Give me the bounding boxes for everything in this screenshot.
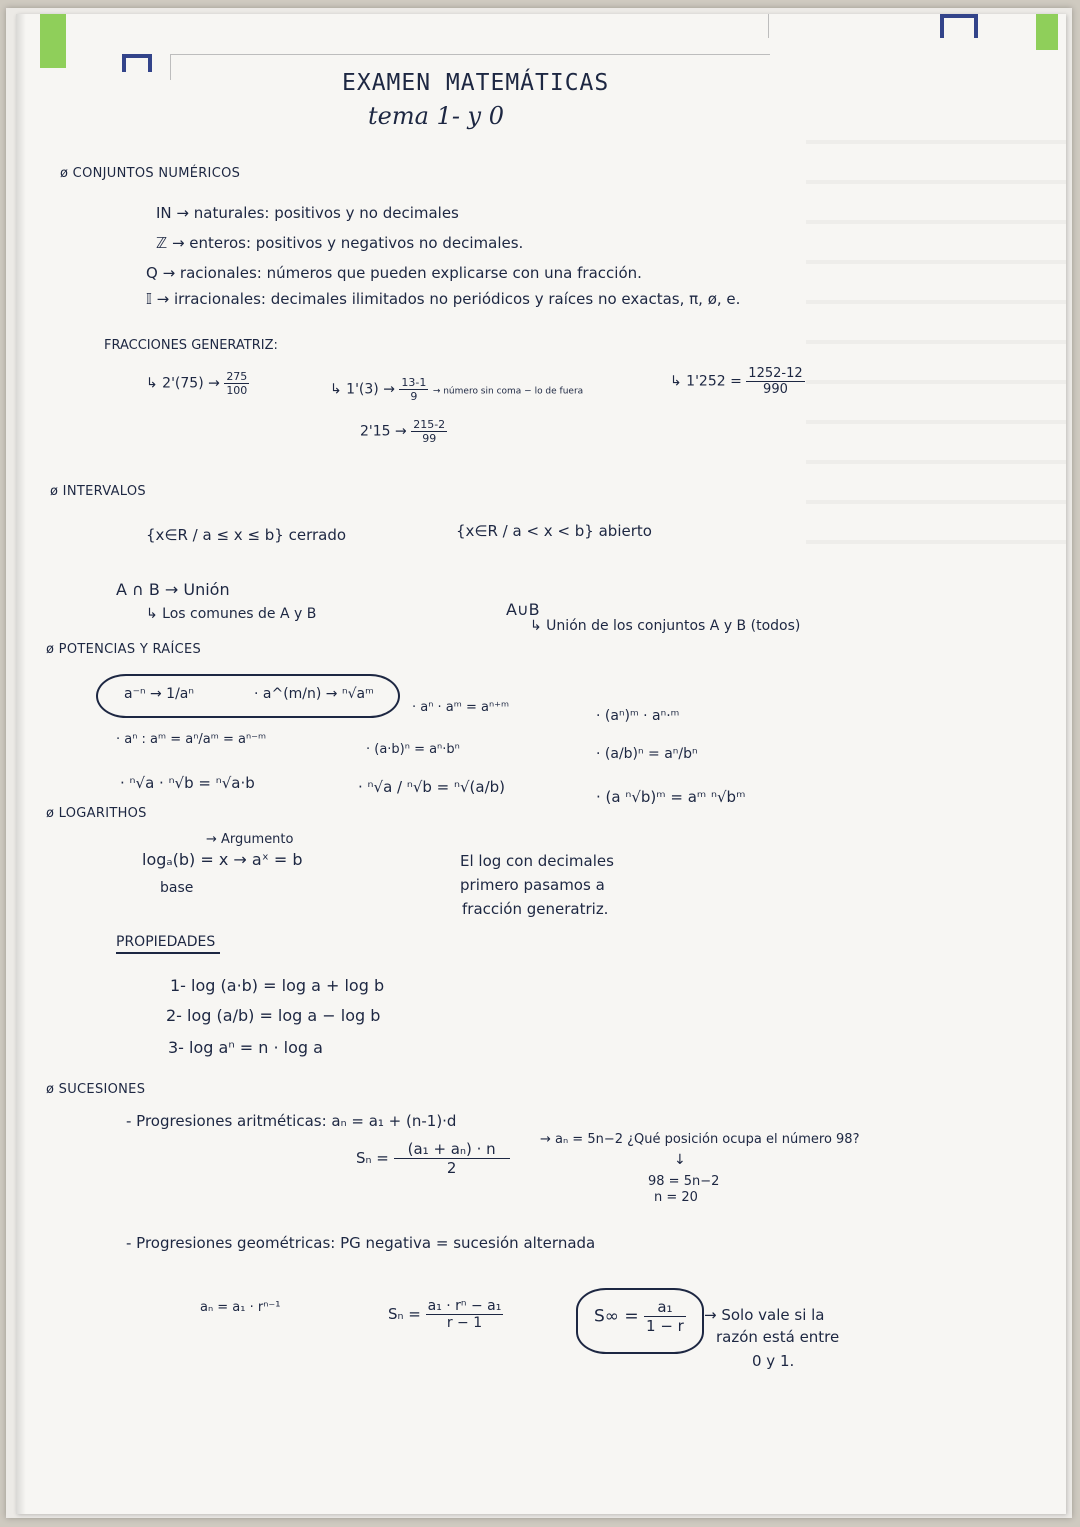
union-label: A∪B: [506, 600, 540, 619]
formula-potencia-fraccionaria: · a^(m/n) → ⁿ√aᵐ: [254, 686, 374, 702]
log-argumento-label: → Argumento: [206, 832, 294, 847]
conjunto-enteros: ℤ → enteros: positivos y negativos no decimales.: [156, 234, 524, 252]
formula-cociente-raices: · ⁿ√a / ⁿ√b = ⁿ√(a/b): [358, 778, 506, 796]
green-tab-left: [40, 14, 66, 68]
frame-line-right: [768, 14, 769, 38]
formula-cociente-potencias: · aⁿ : aᵐ = aⁿ/aᵐ = aⁿ⁻ᵐ: [116, 732, 267, 747]
fraccion-ejemplo-2-note: → número sin coma − lo de fuera: [432, 386, 584, 397]
intervalo-cerrado: {x∈R / a ≤ x ≤ b} cerrado: [146, 526, 347, 544]
fraccion-ejemplo-3-lead: 2'15 →: [360, 423, 407, 440]
fraccion-ejemplo-4-num: 1252-12: [748, 366, 803, 381]
suma-geometrica-den: r − 1: [446, 1315, 483, 1331]
log-definicion: logₐ(b) = x → aˣ = b: [142, 850, 303, 869]
interseccion-label: A ∩ B → Unión: [116, 580, 230, 599]
formula-potencia-de-potencia: · (aⁿ)ᵐ · aⁿ·ᵐ: [596, 708, 680, 724]
page-title: EXAMEN MATEMÁTICAS: [342, 70, 610, 96]
log-propiedad-2: 2- log (a/b) = log a − log b: [166, 1006, 381, 1025]
binder-clip-right-icon: [940, 14, 978, 38]
suma-infinita-nota-2: razón está entre: [716, 1328, 840, 1346]
formula-potencia-producto: · (a·b)ⁿ = aⁿ·bⁿ: [366, 742, 460, 757]
log-nota-linea-3: fracción generatriz.: [462, 900, 609, 918]
progresion-aritmetica: - Progresiones aritméticas: aₙ = a₁ + (n-1)·d: [126, 1112, 457, 1130]
fraccion-ejemplo-4-den: 990: [763, 382, 788, 397]
termino-general-geometrica: aₙ = a₁ · rⁿ⁻¹: [200, 1300, 281, 1315]
fraccion-ejemplo-4: [670, 366, 805, 397]
ejemplo-pregunta: → aₙ = 5n−2 ¿Qué posición ocupa el número 98?: [540, 1132, 860, 1147]
suma-aritmetica: [356, 1140, 510, 1177]
conjunto-irracionales: 𝕀 → irracionales: decimales ilimitados no periódicos y raíces no exactas, π, ø, e.: [146, 290, 741, 308]
section-heading-intervalos: ø INTERVALOS: [50, 484, 146, 499]
intervalo-abierto: {x∈R / a < x < b} abierto: [456, 522, 652, 540]
fraccion-ejemplo-2: [330, 376, 583, 403]
page-subtitle: tema 1- y 0: [368, 102, 505, 130]
suma-aritmetica-num: (a₁ + aₙ) · n: [394, 1140, 510, 1159]
conjunto-naturales: IN → naturales: positivos y no decimales: [156, 204, 459, 222]
fraccion-ejemplo-3: [360, 418, 447, 445]
page-fold-shadow: [16, 14, 26, 1514]
fraccion-ejemplo-2-num: 13-1: [401, 376, 427, 389]
propiedades-heading: PROPIEDADES: [116, 934, 220, 954]
fraccion-ejemplo-1-den: 100: [226, 384, 248, 397]
section-heading-potencias: ø POTENCIAS Y RAÍCES: [46, 642, 202, 657]
formula-producto-potencias: · aⁿ · aᵐ = aⁿ⁺ᵐ: [412, 700, 510, 715]
suma-infinita-nota-3: 0 y 1.: [752, 1352, 795, 1370]
fraccion-ejemplo-2-lead: ↳ 1'(3) →: [330, 381, 395, 398]
frame-line-top: [170, 54, 770, 55]
fraccion-ejemplo-2-den: 9: [410, 390, 418, 403]
suma-geometrica: [388, 1298, 503, 1331]
fraccion-ejemplo-1: [146, 370, 249, 397]
suma-infinita-num: a₁: [644, 1298, 686, 1317]
section-heading-sucesiones: ø SUCESIONES: [46, 1082, 146, 1097]
fraccion-ejemplo-1-lead: ↳ 2'(75) →: [146, 375, 220, 392]
suma-geometrica-num: a₁ · rⁿ − a₁: [427, 1298, 502, 1314]
ejemplo-respuesta-1: 98 = 5n−2: [648, 1174, 720, 1189]
fraccion-ejemplo-3-den: 99: [422, 432, 437, 445]
log-nota-linea-2: primero pasamos a: [460, 876, 605, 894]
suma-infinita-den: 1 − r: [646, 1317, 684, 1335]
suma-geometrica-lead: Sₙ =: [388, 1305, 421, 1323]
suma-aritmetica-den: 2: [446, 1159, 457, 1177]
green-tab-right: [1036, 14, 1058, 50]
formula-producto-raices: · ⁿ√a · ⁿ√b = ⁿ√a·b: [120, 774, 255, 792]
union-note: ↳ Unión de los conjuntos A y B (todos): [530, 618, 801, 634]
log-nota-linea-1: El log con decimales: [460, 852, 614, 870]
conjunto-racionales: Q → racionales: números que pueden explicarse con una fracción.: [146, 264, 642, 282]
suma-infinita: [594, 1298, 686, 1335]
section-heading-logaritmos: ø LOGARITHOS: [46, 806, 147, 821]
binder-clip-left-icon: [122, 54, 152, 72]
formula-potencia-cociente: · (a/b)ⁿ = aⁿ/bⁿ: [596, 746, 698, 762]
interseccion-note: ↳ Los comunes de A y B: [146, 606, 317, 622]
log-propiedad-1: 1- log (a·b) = log a + log b: [170, 976, 385, 995]
fraccion-ejemplo-1-num: 275: [226, 370, 248, 383]
fraccion-ejemplo-4-lead: ↳ 1'252 =: [670, 373, 742, 390]
ejemplo-respuesta-2: n = 20: [654, 1190, 698, 1205]
log-propiedad-3: 3- log aⁿ = n · log a: [168, 1038, 323, 1057]
suma-infinita-lead: S∞ =: [594, 1306, 639, 1327]
suma-aritmetica-lead: Sₙ =: [356, 1149, 389, 1167]
frame-line-left: [170, 54, 171, 80]
formula-raiz-potencia: · (a ⁿ√b)ᵐ = aᵐ ⁿ√bᵐ: [596, 788, 746, 806]
log-base-label: base: [160, 880, 194, 896]
notebook-page: [16, 14, 1066, 1514]
fraccion-ejemplo-3-num: 215-2: [413, 418, 446, 431]
progresion-geometrica: - Progresiones geométricas: PG negativa = sucesión alternada: [126, 1234, 596, 1252]
bleed-through-lines: [806, 104, 1066, 574]
heading-fracciones-generatriz: FRACCIONES GENERATRIZ:: [104, 338, 278, 353]
ejemplo-flecha: ↓: [674, 1152, 686, 1168]
formula-potencia-negativa: a⁻ⁿ → 1/aⁿ: [124, 686, 194, 702]
section-heading-conjuntos: ø CONJUNTOS NUMÉRICOS: [60, 166, 241, 181]
suma-infinita-nota-1: → Solo vale si la: [704, 1306, 825, 1324]
